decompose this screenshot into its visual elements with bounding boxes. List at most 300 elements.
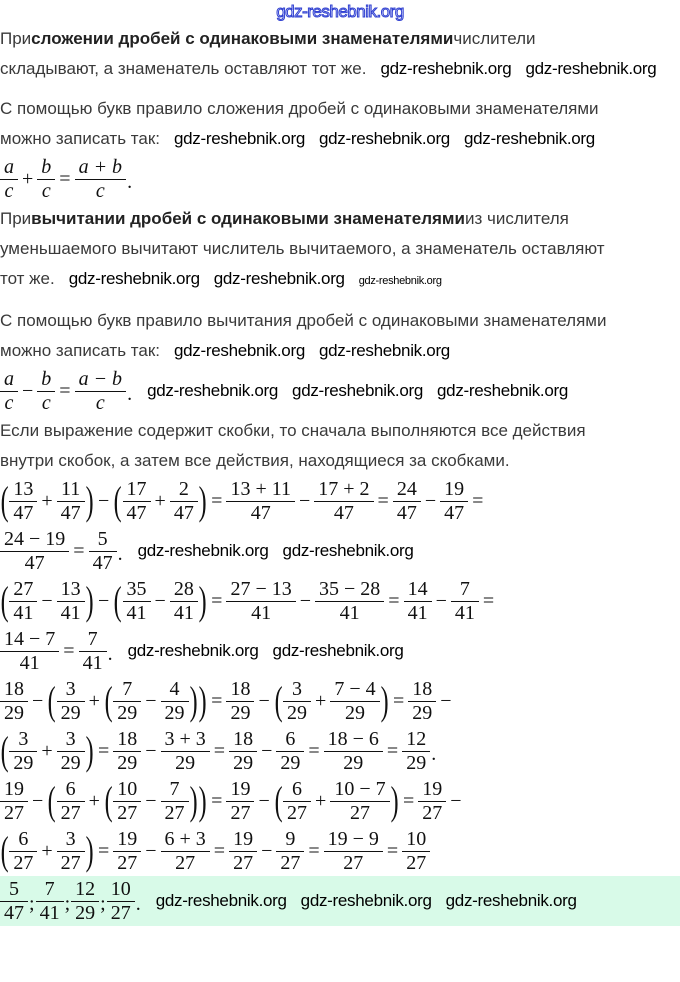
numerator: 19 bbox=[117, 827, 138, 850]
operator: − bbox=[435, 589, 447, 612]
denominator: 29 bbox=[229, 751, 257, 774]
denominator: 29 bbox=[9, 751, 37, 774]
text-line-row bbox=[0, 264, 680, 296]
denominator: c bbox=[37, 179, 55, 202]
operator: + bbox=[41, 739, 53, 762]
denominator: 27 bbox=[0, 801, 28, 824]
numerator: 19 bbox=[230, 777, 251, 800]
text-line: тот же. bbox=[0, 269, 55, 288]
text-line: С помощью букв правило сложения дробей с одинаковыми знаменателями bbox=[0, 99, 599, 118]
operator: = bbox=[59, 379, 71, 402]
operator: = bbox=[97, 839, 110, 862]
left-paren: ( bbox=[274, 678, 283, 723]
punctuation: . bbox=[127, 170, 133, 193]
watermark: gdz-reshebnik.org bbox=[358, 275, 442, 287]
operator: − bbox=[424, 489, 437, 512]
operator: = bbox=[211, 589, 223, 612]
operator: − bbox=[41, 589, 53, 612]
text-line-row bbox=[0, 336, 680, 366]
text-line: Если выражение содержит скобки, то сначала выполняются все действия bbox=[0, 421, 586, 440]
fraction bbox=[59, 729, 83, 774]
fraction bbox=[326, 829, 381, 874]
math-line bbox=[0, 779, 466, 824]
watermark: gdz-reshebnik.org bbox=[525, 59, 657, 78]
numerator: 14 bbox=[407, 577, 428, 600]
numerator: 19 bbox=[4, 777, 24, 800]
numerator: 28 bbox=[173, 577, 194, 600]
fraction bbox=[39, 157, 53, 202]
watermark: gdz-reshebnik.org bbox=[127, 641, 259, 660]
formula-subtraction-row bbox=[0, 366, 680, 416]
operator: = bbox=[97, 739, 110, 762]
left-paren: ( bbox=[113, 578, 122, 623]
numerator: 3 bbox=[292, 677, 303, 700]
fraction bbox=[125, 479, 149, 524]
fraction bbox=[231, 829, 255, 874]
operator: = bbox=[211, 689, 223, 712]
fraction bbox=[59, 679, 83, 724]
right-paren: ) bbox=[198, 778, 207, 823]
denominator: 29 bbox=[161, 751, 210, 774]
watermark: gdz-reshebnik.org bbox=[463, 129, 595, 148]
text-line-row bbox=[0, 446, 680, 476]
punctuation: . bbox=[127, 382, 133, 405]
denominator: 27 bbox=[402, 851, 430, 874]
numerator: 6 bbox=[65, 777, 76, 800]
operator: + bbox=[22, 167, 34, 190]
operator: + bbox=[315, 789, 327, 812]
operator: − bbox=[32, 689, 44, 712]
numerator: 3 bbox=[65, 677, 76, 700]
denominator: 29 bbox=[113, 751, 141, 774]
denominator: 27 bbox=[330, 801, 389, 824]
fraction bbox=[172, 479, 196, 524]
numerator: 27 − 13 bbox=[230, 577, 292, 600]
denominator: 27 bbox=[9, 851, 37, 874]
left-paren: ( bbox=[0, 578, 9, 623]
fraction bbox=[2, 157, 16, 202]
fraction bbox=[317, 579, 382, 624]
left-paren: ( bbox=[274, 778, 283, 823]
punctuation: ; bbox=[100, 892, 106, 915]
operator: = bbox=[392, 689, 405, 712]
denominator: c bbox=[75, 391, 127, 414]
numerator: 24 − 19 bbox=[4, 527, 66, 550]
math-line bbox=[0, 579, 498, 624]
math-line-row bbox=[0, 726, 680, 776]
left-paren: ( bbox=[0, 478, 9, 523]
math-line bbox=[0, 679, 456, 724]
fraction bbox=[11, 829, 35, 874]
fraction bbox=[2, 779, 26, 824]
numerator: 12 bbox=[75, 877, 96, 900]
operator: + bbox=[315, 689, 327, 712]
math-line bbox=[0, 479, 487, 524]
numerator: 18 bbox=[4, 677, 24, 700]
right-paren: ) bbox=[198, 578, 207, 623]
text: При bbox=[0, 209, 32, 228]
fraction bbox=[326, 729, 381, 774]
fraction bbox=[420, 779, 444, 824]
right-paren: ) bbox=[85, 728, 94, 773]
text-line: внутри скобок, а затем все действия, находящиеся за скобками. bbox=[0, 451, 510, 470]
numerator: 5 bbox=[9, 877, 19, 900]
right-paren: ) bbox=[189, 778, 198, 823]
fraction bbox=[115, 729, 139, 774]
operator: + bbox=[41, 489, 53, 512]
fraction bbox=[332, 779, 387, 824]
watermark: gdz-reshebnik.org bbox=[147, 381, 279, 400]
numerator: 3 + 3 bbox=[164, 727, 206, 750]
denominator: 27 bbox=[324, 851, 383, 874]
numerator: 10 − 7 bbox=[334, 777, 386, 800]
numerator: 7 bbox=[459, 577, 470, 600]
fraction bbox=[285, 679, 309, 724]
fraction bbox=[410, 679, 434, 724]
formula-subtraction bbox=[0, 369, 133, 414]
fraction bbox=[316, 479, 371, 524]
numerator: 6 bbox=[18, 827, 29, 850]
denominator: 47 bbox=[0, 551, 69, 574]
right-paren: ) bbox=[390, 778, 399, 823]
right-paren: ) bbox=[85, 478, 94, 523]
left-paren: ( bbox=[104, 778, 113, 823]
denominator: 29 bbox=[402, 751, 430, 774]
denominator: 27 bbox=[113, 851, 141, 874]
operator: + bbox=[154, 489, 166, 512]
denominator: 27 bbox=[283, 801, 311, 824]
numerator: 10 bbox=[110, 877, 131, 900]
numerator: 13 + 11 bbox=[230, 477, 291, 500]
numerator: 11 bbox=[60, 477, 81, 500]
numerator: 17 bbox=[126, 477, 147, 500]
operator: − bbox=[22, 379, 34, 402]
operator: − bbox=[450, 789, 462, 812]
fraction bbox=[278, 729, 302, 774]
denominator: 27 bbox=[57, 851, 85, 874]
denominator: 29 bbox=[0, 701, 28, 724]
fraction bbox=[228, 779, 252, 824]
text-line-row bbox=[0, 234, 680, 264]
text-line-row bbox=[0, 416, 680, 446]
watermark: gdz-reshebnik.org bbox=[68, 269, 200, 288]
punctuation: ; bbox=[64, 892, 71, 915]
left-paren: ( bbox=[104, 678, 113, 723]
fraction bbox=[115, 779, 139, 824]
numerator: 3 bbox=[65, 727, 76, 750]
watermark: gdz-reshebnik.org bbox=[282, 541, 414, 560]
fraction bbox=[59, 479, 83, 524]
operator: − bbox=[261, 839, 273, 862]
text-line: можно записать так: bbox=[0, 129, 160, 148]
right-paren: ) bbox=[85, 828, 94, 873]
text-line-row bbox=[0, 124, 680, 154]
denominator: 41 bbox=[404, 601, 432, 624]
operator: + bbox=[41, 839, 53, 862]
fraction bbox=[91, 529, 115, 574]
numerator: 13 bbox=[60, 577, 81, 600]
watermark: gdz-reshebnik.org bbox=[155, 891, 287, 910]
math-line bbox=[0, 729, 437, 774]
fraction bbox=[163, 679, 187, 724]
denominator: 41 bbox=[451, 601, 479, 624]
fraction bbox=[109, 879, 133, 924]
watermark: gdz-reshebnik.org bbox=[272, 641, 404, 660]
paragraph-addition-rule bbox=[0, 24, 680, 54]
math-line-row bbox=[0, 626, 680, 676]
numerator: 19 bbox=[444, 477, 465, 500]
denominator: 27 bbox=[229, 851, 257, 874]
numerator: 10 bbox=[406, 827, 427, 850]
right-paren: ) bbox=[380, 678, 389, 723]
denominator: 29 bbox=[330, 701, 379, 724]
denominator: 41 bbox=[57, 601, 85, 624]
operator: − bbox=[298, 489, 311, 512]
denominator: 27 bbox=[418, 801, 446, 824]
numerator: 3 bbox=[18, 727, 29, 750]
answer-highlight bbox=[0, 876, 680, 926]
watermark: gdz-reshebnik.org bbox=[445, 891, 577, 910]
fraction bbox=[11, 479, 35, 524]
fraction bbox=[2, 369, 16, 414]
watermark: gdz-reshebnik.org bbox=[318, 341, 450, 360]
left-paren: ( bbox=[0, 828, 9, 873]
operator: + bbox=[88, 689, 100, 712]
fraction bbox=[163, 829, 208, 874]
paragraph-subtraction-rule bbox=[0, 204, 680, 234]
numerator: 7 bbox=[87, 627, 98, 650]
punctuation: . bbox=[135, 892, 141, 915]
watermark: gdz-reshebnik.org bbox=[437, 381, 569, 400]
math-line-row bbox=[0, 476, 680, 526]
denominator: 41 bbox=[170, 601, 198, 624]
operator: = bbox=[213, 739, 226, 762]
fraction bbox=[404, 729, 428, 774]
fraction bbox=[59, 779, 83, 824]
math-answer-line bbox=[0, 879, 142, 924]
operator: − bbox=[258, 689, 270, 712]
fraction bbox=[11, 729, 35, 774]
right-paren: ) bbox=[198, 678, 207, 723]
operator: − bbox=[145, 739, 157, 762]
fraction bbox=[404, 829, 428, 874]
punctuation: . bbox=[107, 642, 113, 665]
operator: = bbox=[388, 589, 400, 612]
operator: − bbox=[299, 589, 311, 612]
fraction bbox=[228, 679, 252, 724]
denominator: c bbox=[0, 391, 18, 414]
denominator: 29 bbox=[57, 701, 85, 724]
operator: = bbox=[482, 589, 495, 612]
operator: = bbox=[308, 839, 320, 862]
numerator: 6 bbox=[292, 777, 303, 800]
denominator: 27 bbox=[276, 851, 304, 874]
bold-term: вычитании дробей с одинаковыми знаменателями bbox=[31, 209, 465, 228]
fraction bbox=[2, 629, 57, 674]
numerator: 24 bbox=[396, 477, 417, 500]
numerator: 10 bbox=[117, 777, 138, 800]
operator: = bbox=[211, 489, 223, 512]
numerator: 6 bbox=[285, 727, 296, 750]
numerator: a + b bbox=[78, 155, 123, 178]
fraction bbox=[38, 879, 62, 924]
left-paren: ( bbox=[113, 478, 122, 523]
denominator: 41 bbox=[123, 601, 151, 624]
watermark: gdz-reshebnik.org bbox=[300, 891, 432, 910]
math-line bbox=[0, 529, 124, 574]
fraction bbox=[2, 529, 67, 574]
fraction bbox=[39, 369, 53, 414]
watermark: gdz-reshebnik.org bbox=[174, 341, 305, 360]
operator: = bbox=[213, 839, 226, 862]
denominator: 29 bbox=[408, 701, 436, 724]
fraction bbox=[278, 829, 302, 874]
text-line-row bbox=[0, 54, 680, 84]
operator: − bbox=[97, 489, 110, 512]
denominator: 47 bbox=[57, 501, 85, 524]
watermark: gdz-reshebnik.org bbox=[318, 129, 450, 148]
operator: − bbox=[261, 739, 273, 762]
operator: = bbox=[308, 739, 320, 762]
operator: − bbox=[258, 789, 270, 812]
fraction bbox=[285, 779, 309, 824]
left-paren: ( bbox=[47, 778, 56, 823]
fraction bbox=[453, 579, 477, 624]
fraction bbox=[172, 579, 196, 624]
denominator: 47 bbox=[9, 501, 37, 524]
text: числители bbox=[453, 29, 536, 48]
denominator: 27 bbox=[226, 801, 254, 824]
fraction bbox=[81, 629, 105, 674]
numerator: 18 bbox=[233, 727, 254, 750]
denominator: 47 bbox=[226, 501, 295, 524]
operator: − bbox=[145, 689, 157, 712]
right-paren: ) bbox=[85, 578, 94, 623]
numerator: 17 + 2 bbox=[318, 477, 370, 500]
numerator: 7 bbox=[44, 877, 55, 900]
denominator: 41 bbox=[315, 601, 384, 624]
fraction bbox=[77, 369, 125, 414]
numerator: 6 + 3 bbox=[164, 827, 206, 850]
denominator: 29 bbox=[324, 751, 383, 774]
numerator: b bbox=[41, 367, 52, 390]
numerator: 27 bbox=[13, 577, 34, 600]
fraction bbox=[228, 479, 293, 524]
operator: = bbox=[472, 489, 484, 512]
bold-term: сложении дробей с одинаковыми знаменателями bbox=[31, 29, 454, 48]
numerator: 19 − 9 bbox=[327, 827, 379, 850]
numerator: 2 bbox=[178, 477, 189, 500]
denominator: 41 bbox=[226, 601, 295, 624]
denominator: 27 bbox=[57, 801, 85, 824]
denominator: c bbox=[0, 179, 18, 202]
fraction bbox=[332, 679, 377, 724]
numerator: 3 bbox=[65, 827, 76, 850]
denominator: 47 bbox=[314, 501, 373, 524]
right-paren: ) bbox=[198, 478, 207, 523]
operator: = bbox=[59, 167, 71, 190]
denominator: 47 bbox=[123, 501, 151, 524]
denominator: 29 bbox=[283, 701, 311, 724]
text-line: С помощью букв правило вычитания дробей с одинаковыми знаменателями bbox=[0, 311, 607, 330]
text-line: можно записать так: bbox=[0, 341, 160, 360]
punctuation: . bbox=[431, 742, 437, 765]
numerator: 19 bbox=[422, 777, 443, 800]
math-line bbox=[0, 829, 430, 874]
numerator: 7 bbox=[169, 777, 180, 800]
numerator: 18 − 6 bbox=[327, 727, 379, 750]
watermark: gdz-reshebnik.org bbox=[174, 129, 305, 148]
fraction bbox=[228, 579, 293, 624]
denominator: 47 bbox=[393, 501, 421, 524]
denominator: 29 bbox=[226, 701, 254, 724]
operator: = bbox=[402, 789, 415, 812]
math-line-row bbox=[0, 676, 680, 726]
numerator: 9 bbox=[285, 827, 296, 850]
denominator: 29 bbox=[161, 701, 189, 724]
denominator: 41 bbox=[9, 601, 37, 624]
denominator: 41 bbox=[0, 651, 59, 674]
denominator: 47 bbox=[170, 501, 198, 524]
operator: − bbox=[145, 839, 157, 862]
operator: − bbox=[97, 589, 110, 612]
fraction bbox=[125, 579, 149, 624]
numerator: 18 bbox=[412, 677, 433, 700]
denominator: 27 bbox=[107, 901, 135, 924]
fraction bbox=[77, 157, 125, 202]
fraction bbox=[231, 729, 255, 774]
operator: = bbox=[377, 489, 389, 512]
fraction bbox=[115, 829, 139, 874]
numerator: 7 bbox=[122, 677, 133, 700]
left-paren: ( bbox=[47, 678, 56, 723]
denominator: 29 bbox=[113, 701, 141, 724]
operator: + bbox=[88, 789, 100, 812]
fraction bbox=[163, 729, 208, 774]
numerator: 7 − 4 bbox=[334, 677, 376, 700]
denominator: 29 bbox=[57, 751, 85, 774]
numerator: a bbox=[4, 367, 14, 390]
fraction bbox=[2, 879, 26, 924]
denominator: 29 bbox=[71, 901, 99, 924]
operator: − bbox=[440, 689, 452, 712]
math-line-row bbox=[0, 576, 680, 626]
denominator: 41 bbox=[79, 651, 107, 674]
operator: = bbox=[63, 639, 75, 662]
header-watermark: gdz-reshebnik.org bbox=[276, 2, 404, 21]
denominator: 29 bbox=[276, 751, 304, 774]
formula-addition-row bbox=[0, 154, 680, 204]
watermark: gdz-reshebnik.org bbox=[292, 381, 424, 400]
numerator: 19 bbox=[233, 827, 254, 850]
numerator: a bbox=[4, 155, 14, 178]
text: При bbox=[0, 29, 32, 48]
denominator: 27 bbox=[113, 801, 141, 824]
operator: − bbox=[154, 589, 166, 612]
numerator: 12 bbox=[406, 727, 427, 750]
fraction bbox=[442, 479, 466, 524]
text-line-row bbox=[0, 94, 680, 124]
formula-addition bbox=[0, 157, 133, 202]
numerator: a − b bbox=[78, 367, 123, 390]
fraction bbox=[395, 479, 419, 524]
fraction bbox=[2, 679, 26, 724]
left-paren: ( bbox=[0, 728, 9, 773]
punctuation: . bbox=[117, 542, 123, 565]
denominator: 47 bbox=[0, 901, 28, 924]
denominator: 41 bbox=[36, 901, 64, 924]
numerator: 35 − 28 bbox=[319, 577, 381, 600]
